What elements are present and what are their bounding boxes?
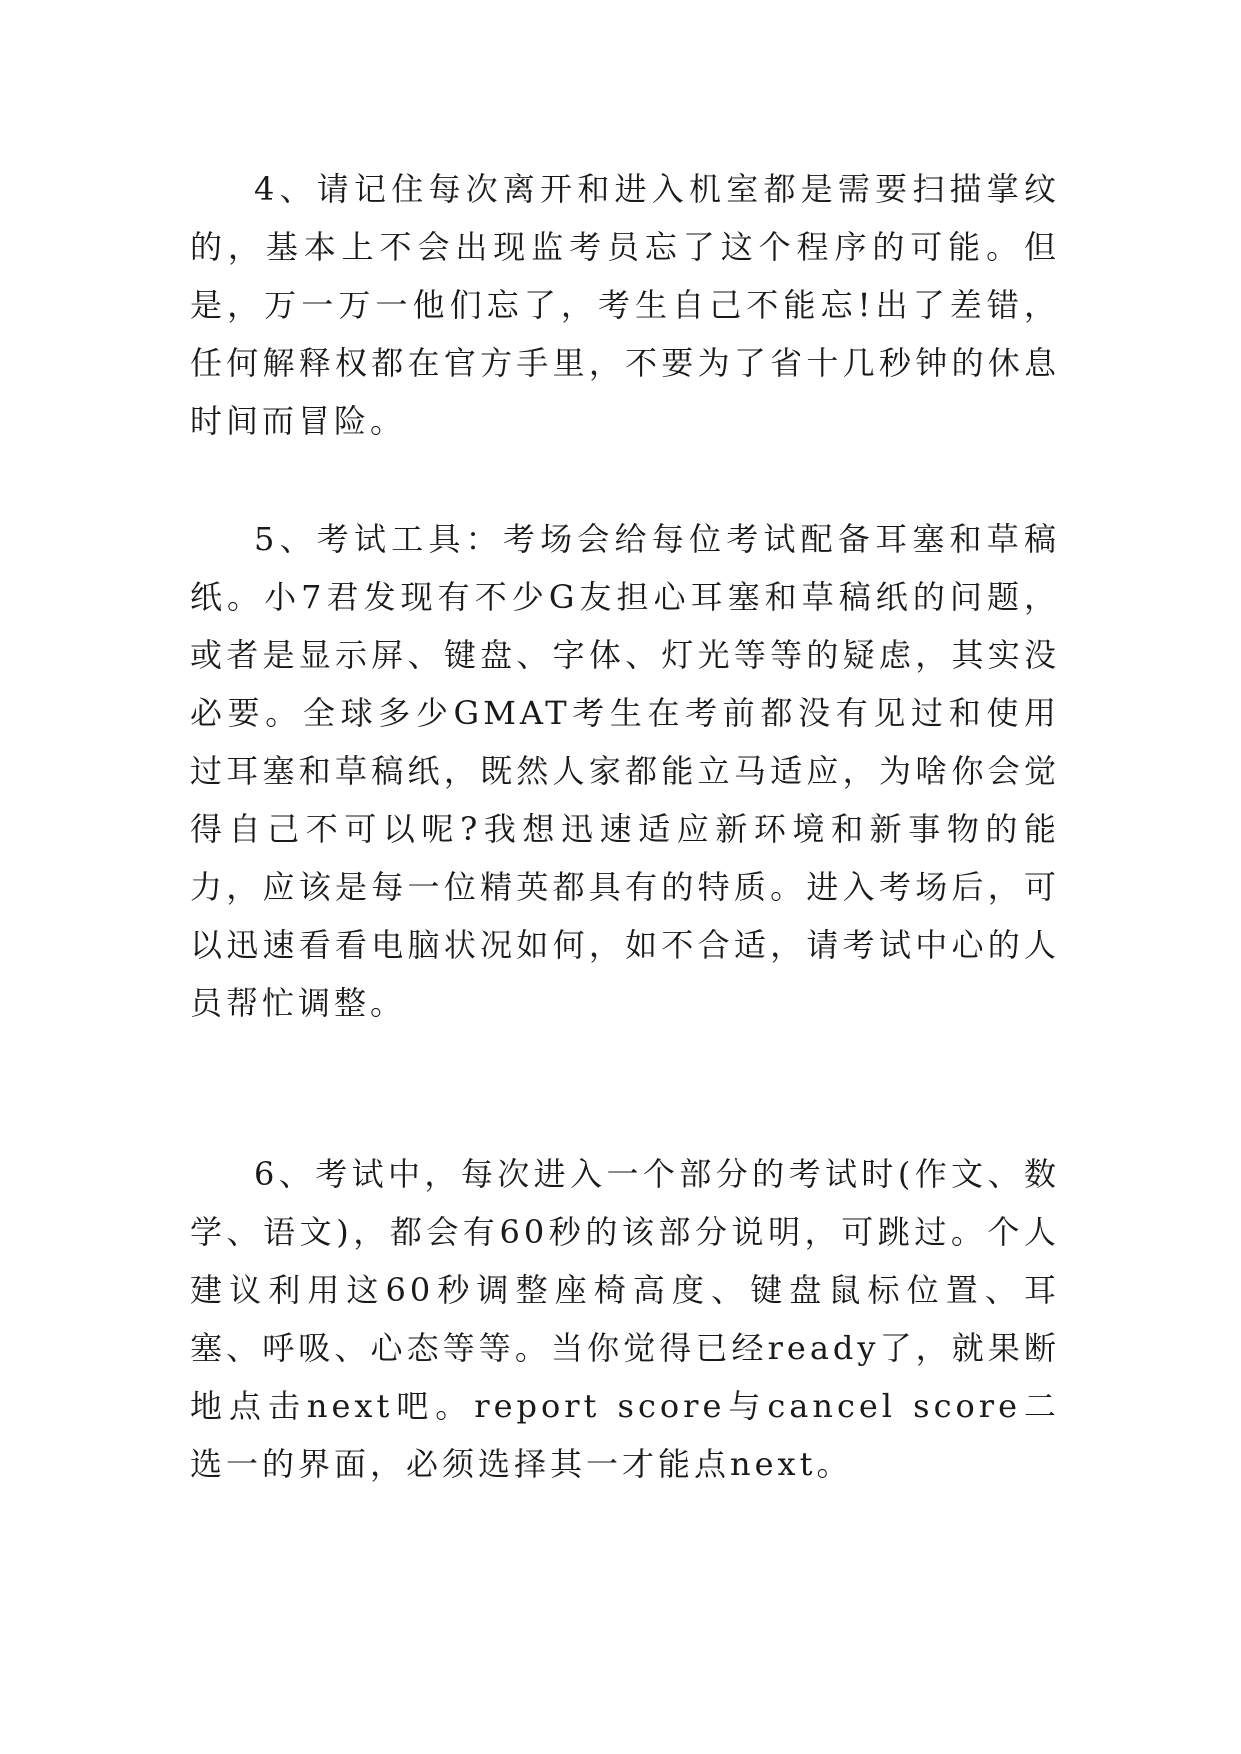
paragraph-5: 5、考试工具：考场会给每位考试配备耳塞和草稿纸。小7君发现有不少G友担心耳塞和草稿纸的问题，或者是显示屏、键盘、字体、灯光等等的疑虑，其实没必要。全球多少GMAT考生在考前都没有见过和使用过耳塞和草稿纸，既然人家都能立马适应，为啥你会觉得自己不可以呢?我想迅速适应新环境和新事物的能力，应该是每一位精英都具有的特质。进入考场后，可以迅速看看电脑状况如何，如不合适，请考试中心的人员帮忙调整。	[190, 520, 1060, 1022]
paragraph-6: 6、考试中，每次进入一个部分的考试时(作文、数学、语文)，都会有60秒的该部分说明，可跳过。个人建议利用这60秒调整座椅高度、键盘鼠标位置、耳塞、呼吸、心态等等。当你觉得已经ready了，就果断地点击next吧。report score与cancel score二选一的界面，必须选择其一才能点next。	[190, 1155, 1060, 1483]
paragraph-4: 4、请记住每次离开和进入机室都是需要扫描掌纹的，基本上不会出现监考员忘了这个程序的可能。但是，万一万一他们忘了，考生自己不能忘!出了差错，任何解释权都在官方手里，不要为了省十几秒钟的休息时间而冒险。	[190, 170, 1060, 440]
